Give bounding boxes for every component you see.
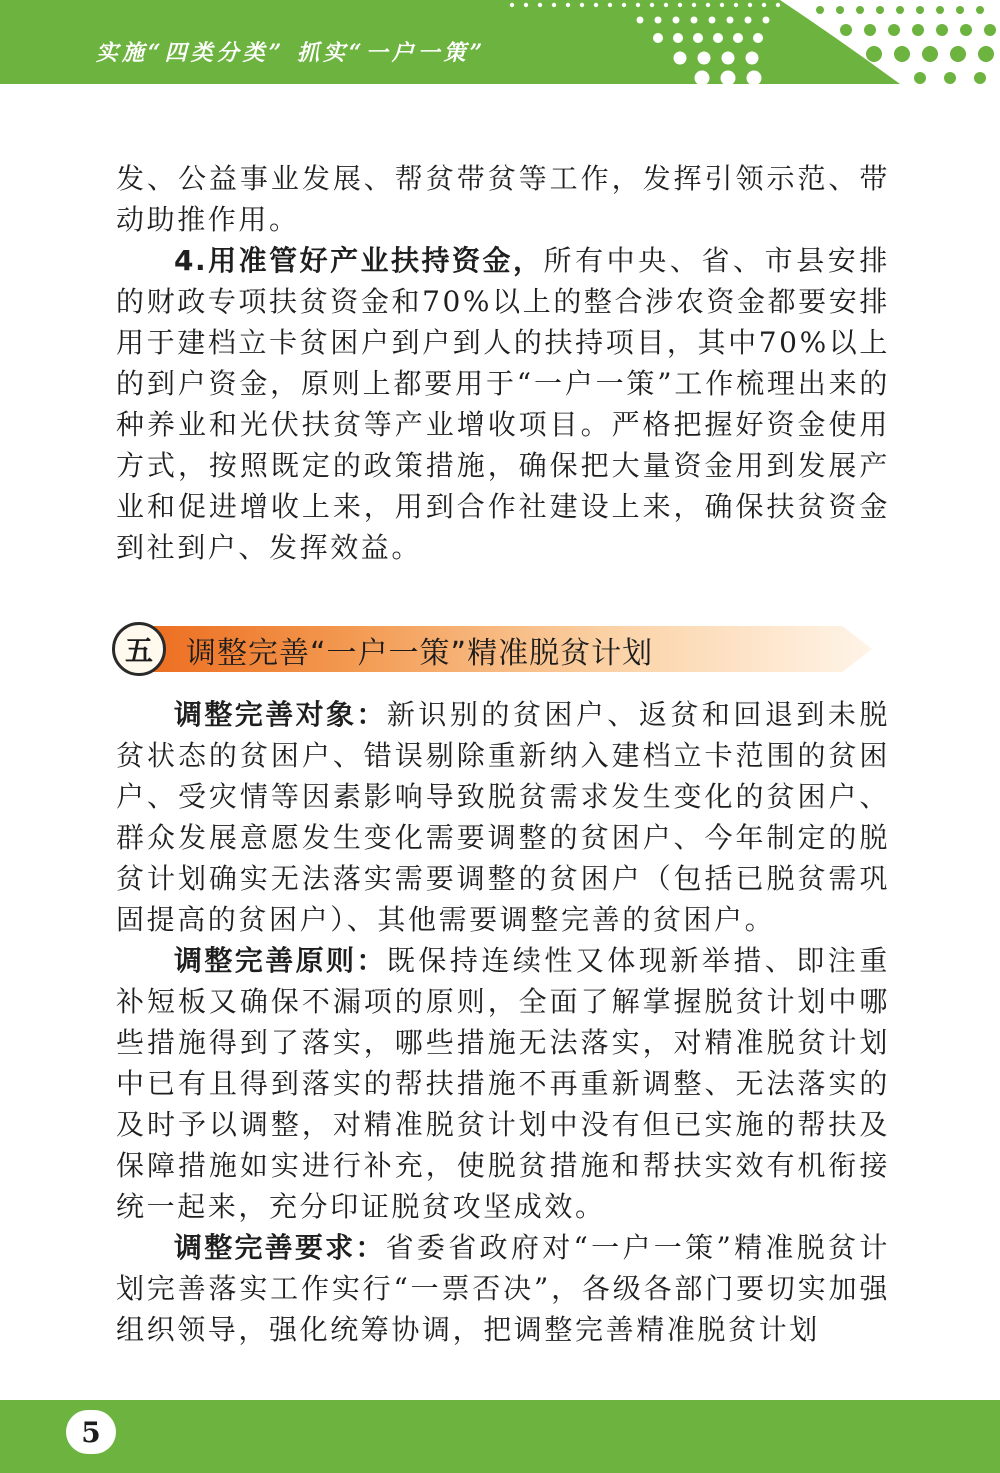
paragraph-text: 新识别的贫困户、返贫和回退到未脱贫状态的贫困户、错误剔除重新纳入建档立卡范围的贫困户、受灾情等因素影响导致脱贫需求发生变化的贫困户、群众发展意愿发生变化需要调整的贫困户、今年制定的脱贫计划确实无法落实需要调整的贫困户（包括已脱贫需巩固提高的贫困户）、其他需要调整完善的贫困户。 xyxy=(116,698,890,936)
paragraph-object xyxy=(116,694,890,940)
item-4-heading: 4.用准管好产业扶持资金， xyxy=(174,244,544,277)
section-banner xyxy=(112,624,872,674)
body-text-section-4 xyxy=(116,158,890,568)
page-header xyxy=(0,0,1000,84)
body-text-section-5 xyxy=(116,694,890,1350)
paragraph-text: 省委省政府对“一户一策”精准脱贫计划完善落实工作实行“一票否决”，各级各部门要切实加强组织领导，强化统筹协调，把调整完善精准脱贫计划 xyxy=(116,1231,890,1346)
continuation-paragraph: 发、公益事业发展、帮贫带贫等工作，发挥引领示范、带动助推作用。 xyxy=(116,162,890,236)
paragraph-label: 调整完善要求： xyxy=(174,1231,386,1264)
page-footer xyxy=(0,1400,1000,1473)
page-number: 5 xyxy=(66,1410,116,1454)
paragraph-label: 调整完善对象： xyxy=(174,698,387,731)
paragraph-principle xyxy=(116,940,890,1227)
paragraph-label: 调整完善原则： xyxy=(174,944,387,977)
paragraph-requirement xyxy=(116,1227,890,1350)
paragraph-text: 既保持连续性又体现新举措、即注重补短板又确保不漏项的原则，全面了解掌握脱贫计划中哪些措施得到了落实，哪些措施无法落实，对精准脱贫计划中已有且得到落实的帮扶措施不再重新调整、无法落实的及时予以调整，对精准脱贫计划中没有但已实施的帮扶及保障措施如实进行补充，使脱贫措施和帮扶实效有机衔接统一起来，充分印证脱贫攻坚成效。 xyxy=(116,944,890,1223)
item-4-body: 所有中央、省、市县安排的财政专项扶贫资金和70%以上的整合涉农资金都要安排用于建档立卡贫困户到户到人的扶持项目，其中70%以上的到户资金，原则上都要用于“一户一策”工作梳理出来的种养业和光伏扶贫等产业增收项目。严格把握好资金使用方式，按照既定的政策措施，确保把大量资金用到发展产业和促进增收上来，用到合作社建设上来，确保扶贫资金到社到户、发挥效益。 xyxy=(116,244,890,564)
decorative-dots xyxy=(480,0,1000,84)
item-4-paragraph xyxy=(116,240,890,568)
running-title: 实施“四类分类” 抓实“一户一策” xyxy=(96,40,487,66)
section-title: 调整完善“一户一策”精准脱贫计划 xyxy=(186,636,654,671)
section-number-badge: 五 xyxy=(112,622,166,676)
